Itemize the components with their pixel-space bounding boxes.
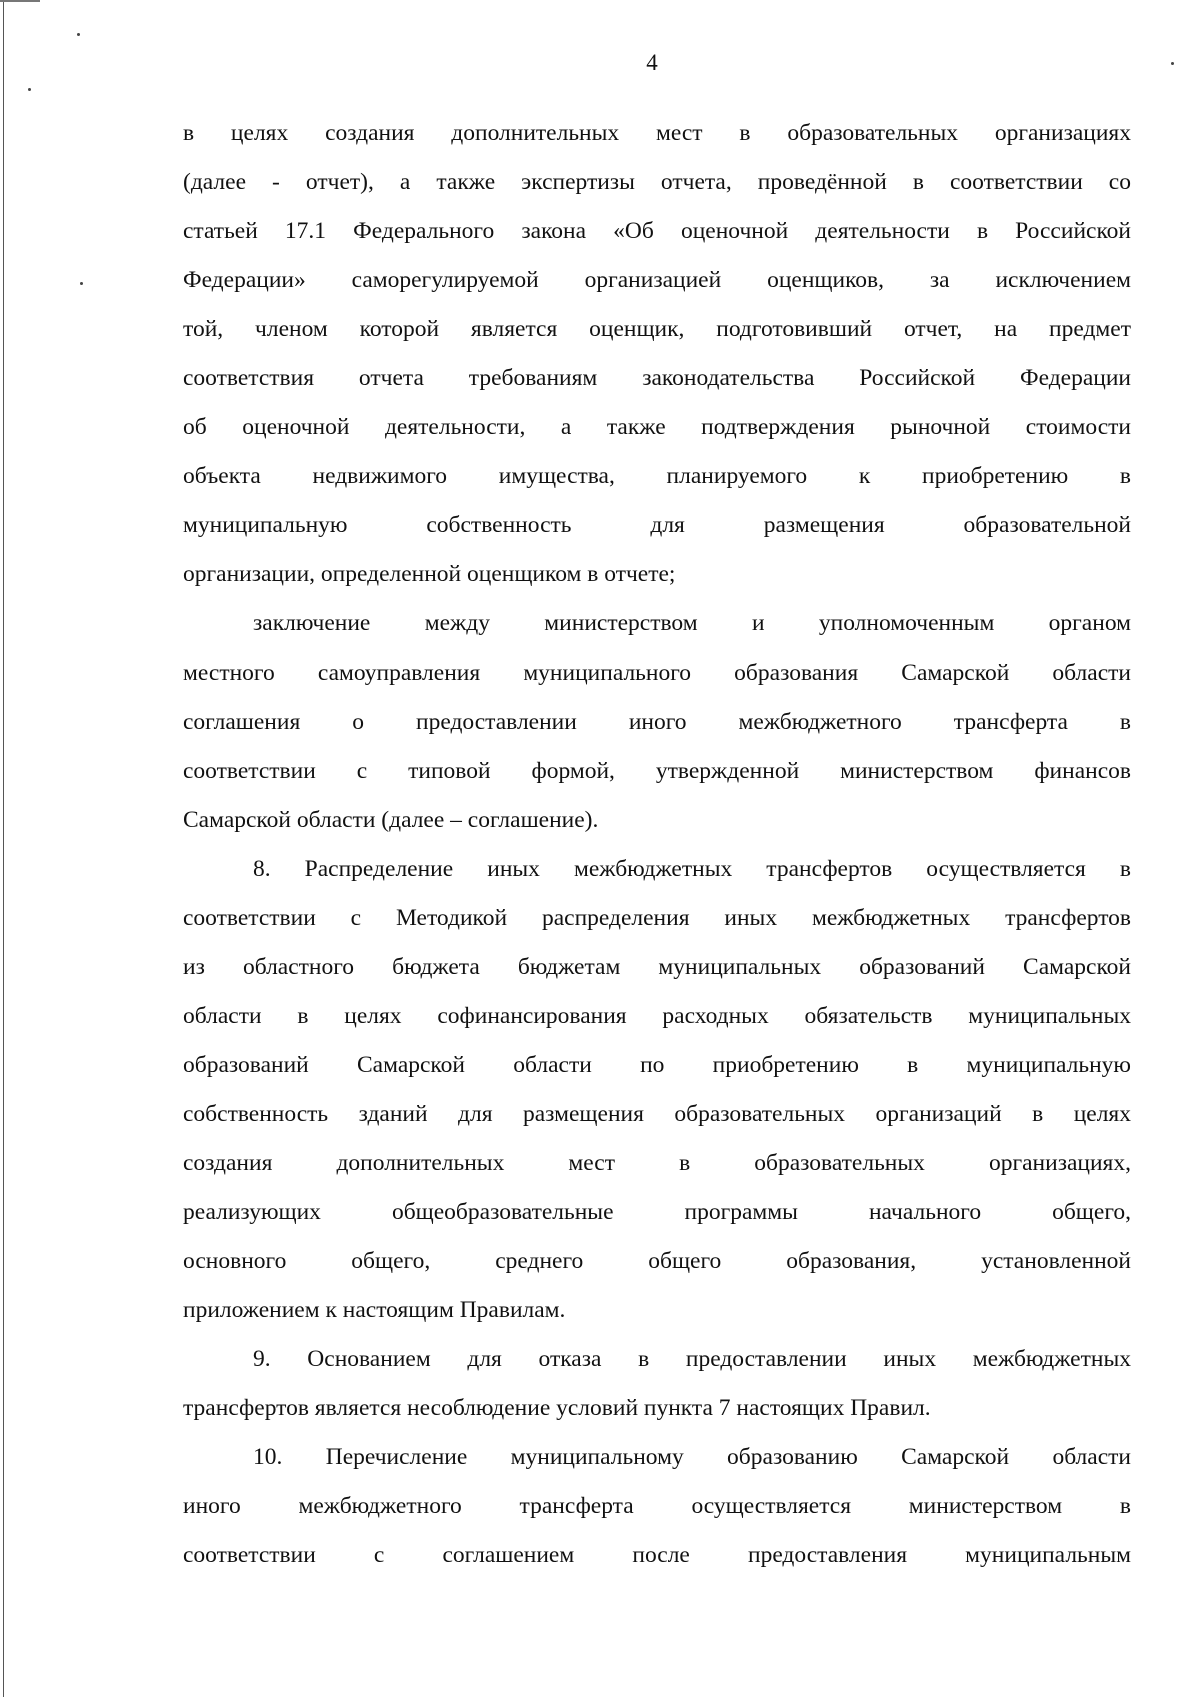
paragraph [183,109,1131,599]
text-line: в целях создания дополнительных мест в образовательных организациях [183,120,1131,146]
text-line: той, членом которой является оценщик, подготовивший отчет, на предмет [183,316,1131,343]
text-line: образований Самарской области по приобретению в муниципальную [183,1051,1131,1078]
text-line: соглашения о предоставлении иного межбюджетного трансферта в [183,708,1131,735]
text-line: организации, определенной оценщиком в отчете; [183,561,676,588]
text-line: 9. Основанием для отказа в предоставлении иных межбюджетных [253,1346,1131,1373]
paragraph [183,1433,1131,1580]
text-line: (далее - отчет), а также экспертизы отчета, проведённой в соответствии со [183,169,1131,196]
paragraph [183,845,1131,1335]
text-line: области в целях софинансирования расходных обязательств муниципальных [183,1002,1131,1029]
text-line: основного общего, среднего общего образования, установленной [183,1248,1131,1275]
text-line: приложением к настоящим Правилам. [183,1297,566,1324]
text-line: об оценочной деятельности, а также подтверждения рыночной стоимости [183,414,1131,441]
text-line: иного межбюджетного трансферта осуществляется министерством в [183,1493,1131,1520]
text-line: 10. Перечисление муниципальному образованию Самарской области [253,1444,1131,1471]
text-line: 8. Распределение иных межбюджетных трансфертов осуществляется в [253,855,1131,882]
scan-edge-line [3,0,4,1697]
scan-speck [77,33,80,36]
text-line: реализующих общеобразовательные программы начального общего, [183,1199,1131,1226]
text-line: Самарской области (далее – соглашение). [183,806,599,833]
text-line: соответствия отчета требованиям законодательства Российской Федерации [183,365,1131,392]
document-body [183,109,1131,1580]
page-number: 4 [646,50,658,75]
text-line: объекта недвижимого имущества, планируемого к приобретению в [183,463,1131,490]
text-line: соответствии с Методикой распределения иных межбюджетных трансфертов [183,904,1131,931]
text-line: статьей 17.1 Федерального закона «Об оценочной деятельности в Российской [183,218,1131,245]
text-line: трансфертов является несоблюдение условий пункта 7 настоящих Правил. [183,1395,931,1422]
paragraph [183,1335,1131,1433]
text-line: Федерации» саморегулируемой организацией оценщиков, за исключением [183,267,1131,294]
text-line: заключение между министерством и уполномоченным органом [253,610,1131,637]
text-line: из областного бюджета бюджетам муниципальных образований Самарской [183,953,1131,980]
scan-edge-mark [0,0,40,2]
scan-speck [28,88,31,91]
text-line: соответствии с типовой формой, утвержденной министерством финансов [183,757,1131,784]
text-line: создания дополнительных мест в образовательных организациях, [183,1149,1131,1176]
text-line: местного самоуправления муниципального образования Самарской области [183,659,1131,686]
scan-speck [80,282,83,285]
text-line: муниципальную собственность для размещения образовательной [183,512,1131,539]
text-line: собственность зданий для размещения образовательных организаций в целях [183,1100,1131,1127]
text-line: соответствии с соглашением после предоставления муниципальным [183,1542,1131,1569]
paragraph [183,599,1131,844]
